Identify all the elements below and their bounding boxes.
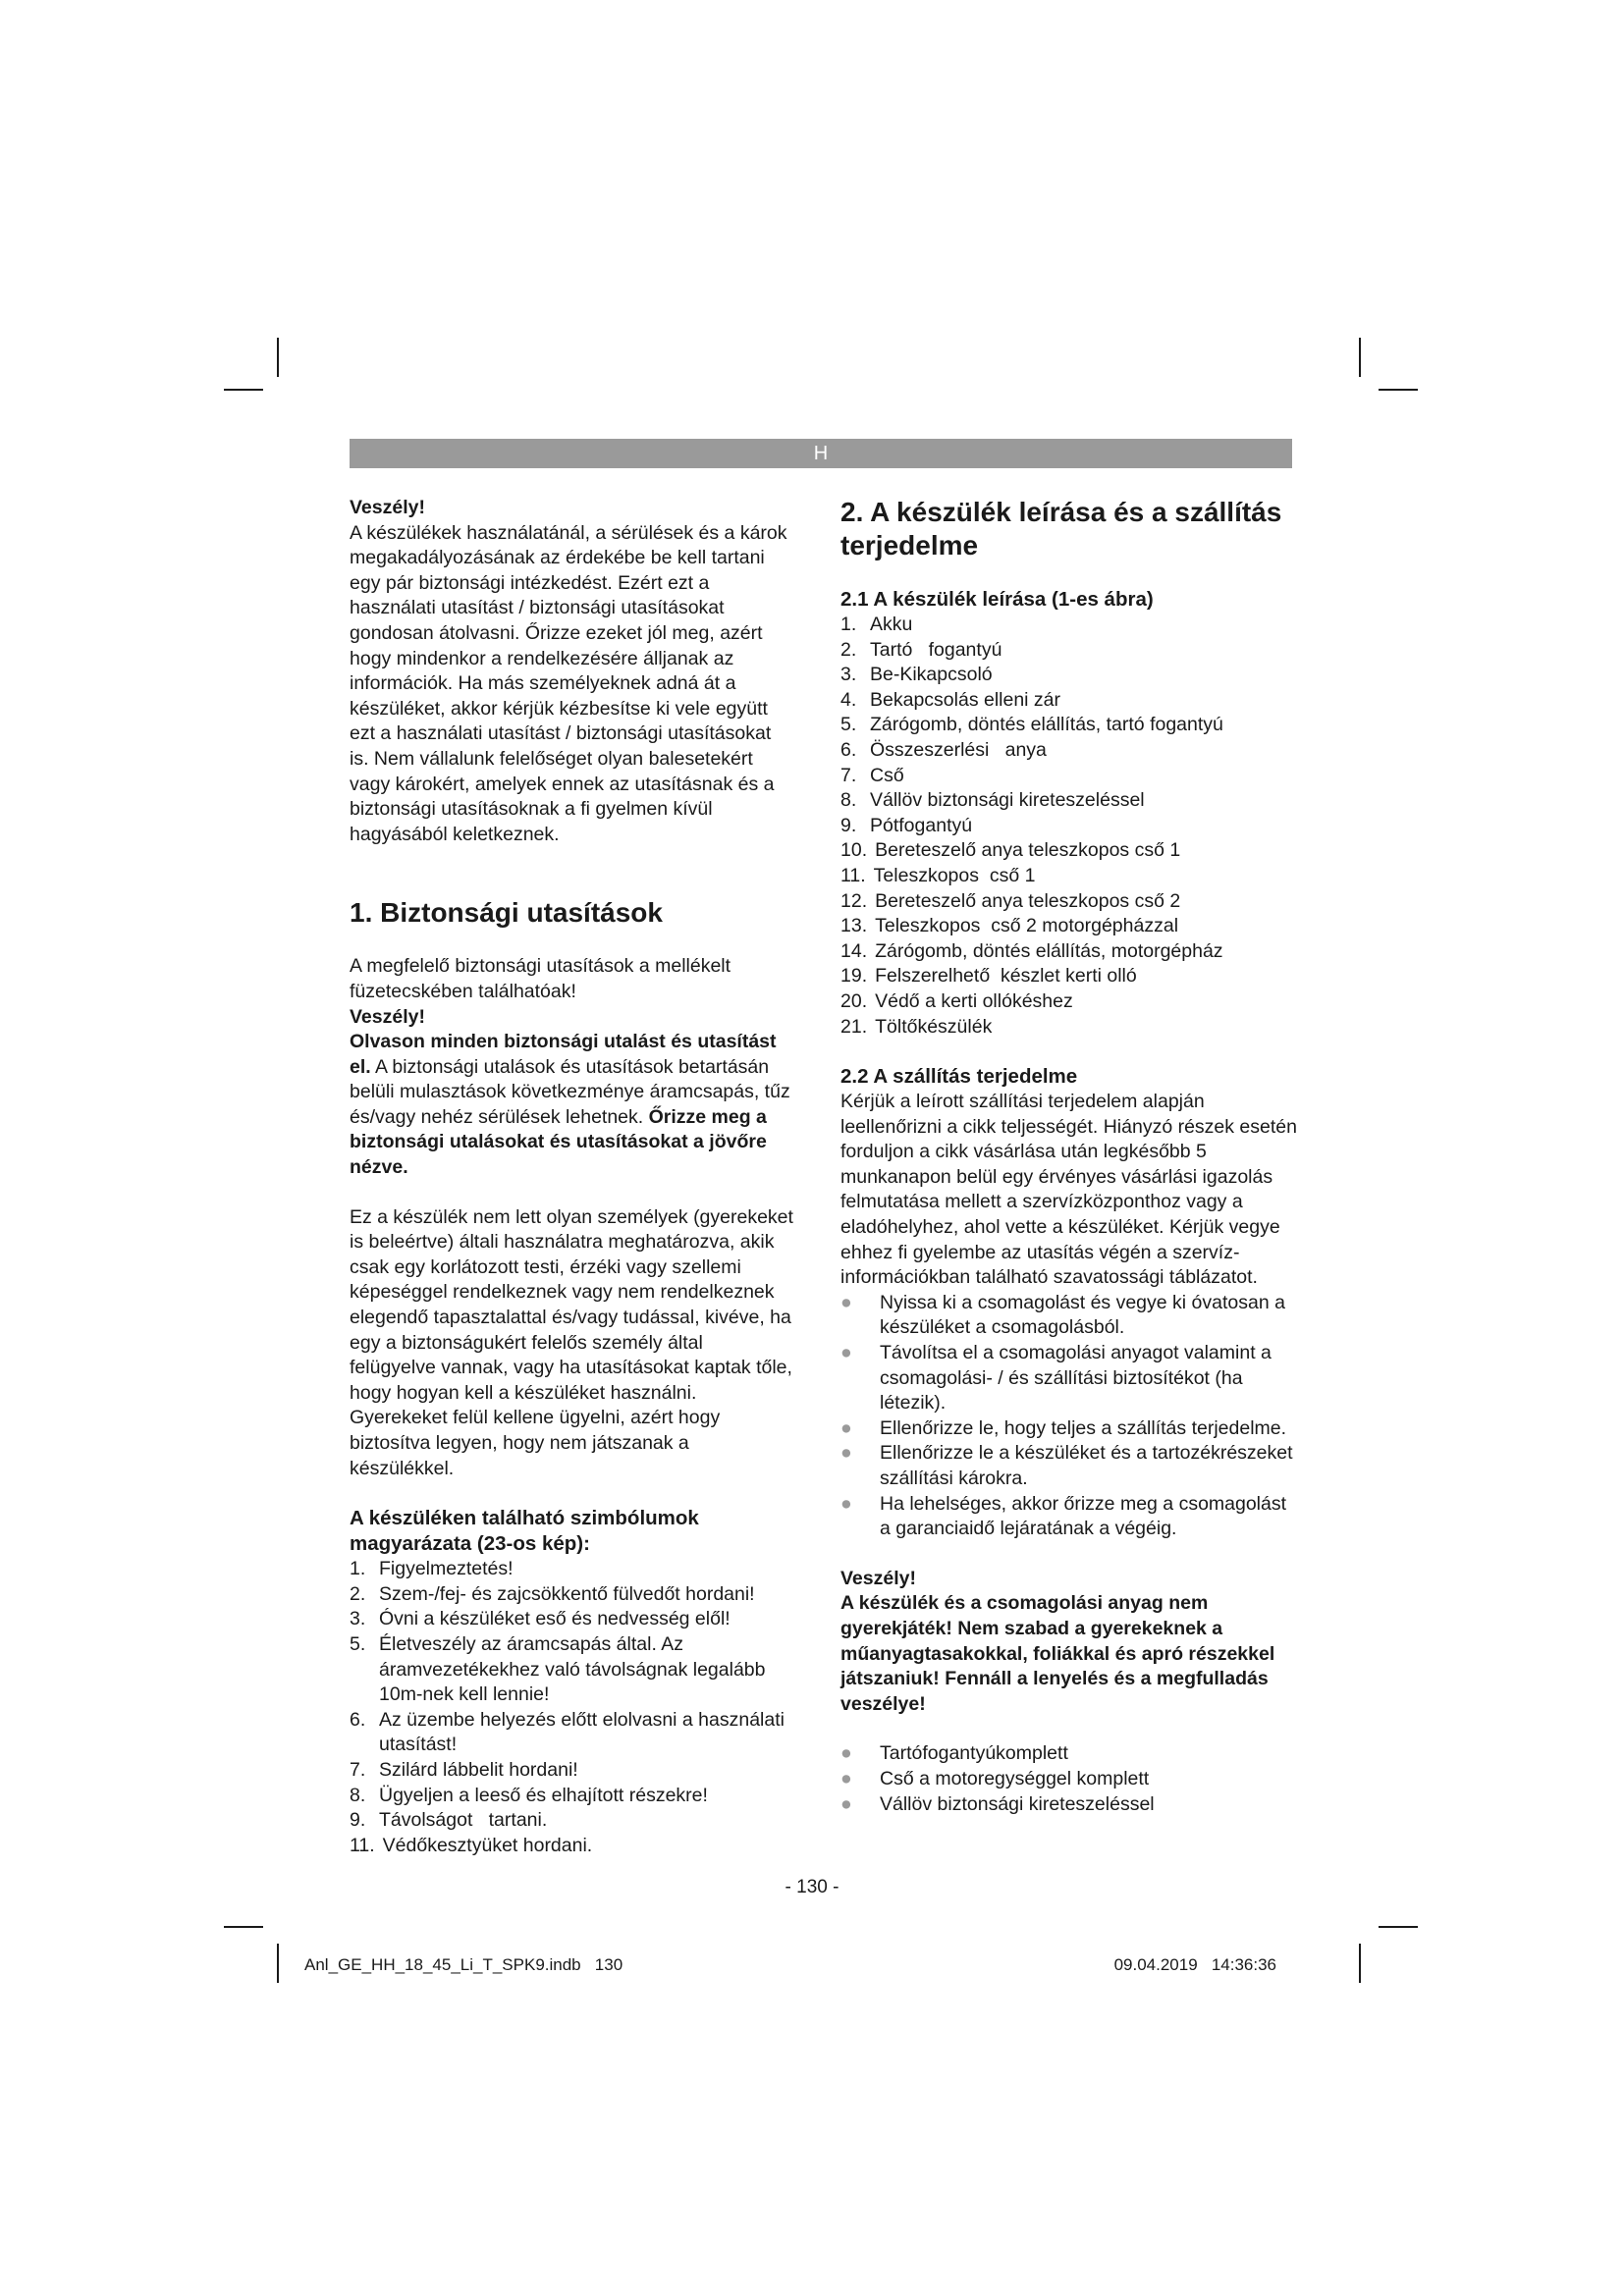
item-text: Védő a kerti ollókéshez xyxy=(875,989,1073,1012)
bullet-icon: ● xyxy=(840,1416,852,1439)
item-text: Vállöv biztonsági kireteszeléssel xyxy=(880,1792,1155,1815)
item-text: Védőkesztyüket hordani. xyxy=(382,1834,593,1856)
item-text: Zárógomb, döntés elállítás, tartó fogantyú xyxy=(870,714,1223,736)
list-item xyxy=(840,814,1300,839)
bullet-icon: ● xyxy=(840,1342,852,1364)
list-item xyxy=(840,864,1300,889)
keep-instructions-bold: Őrizze meg a biztonsági utalásokat és utasításokat a jövőre nézve. xyxy=(350,1105,767,1179)
item-number: 21. xyxy=(840,1015,868,1038)
footer-file-name: Anl_GE_HH_18_45_Li_T_SPK9.indb 130 xyxy=(304,1955,623,1974)
item-text: Teleszkopos cső 1 xyxy=(873,864,1036,886)
bullet-icon: ● xyxy=(840,1792,852,1815)
item-text: Tartófogantyúkomplett xyxy=(880,1742,1068,1765)
item-number: 10. xyxy=(840,839,868,862)
bullet-icon: ● xyxy=(840,1492,852,1515)
item-text: Az üzembe helyezés előtt elolvasni a használati utasítást! xyxy=(379,1708,785,1756)
left-column xyxy=(350,496,793,1858)
item-text: Távolságot tartani. xyxy=(379,1809,548,1832)
symbols-list xyxy=(350,1557,793,1858)
item-number: 14. xyxy=(840,939,868,962)
danger-packaging-text: A készülék és a csomagolási anyag nem gyerekjáték! Nem szabad a gyerekeknek a műanyagtasakokkal, foliákkal és apró részekkel játszaniuk! Fennáll a lenyelés és a megfulladás veszélye! xyxy=(840,1592,1275,1715)
list-item xyxy=(840,838,1300,864)
list-item xyxy=(350,1607,793,1632)
crop-mark xyxy=(1359,338,1361,377)
subsection-2-2-title: 2.2 A szállítás terjedelme xyxy=(840,1065,1078,1089)
item-text: Ellenőrizze le a készüléket és a tartozékrészeket szállítási károkra. xyxy=(880,1442,1293,1489)
list-item xyxy=(840,1767,1300,1792)
right-column xyxy=(840,496,1300,1817)
item-number: 19. xyxy=(840,965,868,988)
list-item xyxy=(840,939,1300,965)
item-text: Zárógomb, döntés elállítás, motorgépház xyxy=(875,939,1223,962)
parts-list xyxy=(840,613,1300,1040)
item-number: 13. xyxy=(840,915,868,937)
item-number: 6. xyxy=(840,738,857,761)
list-item xyxy=(840,1341,1300,1416)
list-item xyxy=(840,613,1300,638)
item-number: 4. xyxy=(840,688,857,711)
language-header-bar: H xyxy=(350,439,1292,468)
list-item xyxy=(350,1758,793,1784)
section-2-title: 2. A készülék leírása és a szállítás terjedelme xyxy=(840,497,1282,561)
list-item xyxy=(350,1784,793,1809)
item-text: Ellenőrizze le, hogy teljes a szállítás terjedelme. xyxy=(880,1416,1287,1439)
list-item xyxy=(840,989,1300,1015)
crop-mark xyxy=(224,389,263,391)
item-number: 3. xyxy=(840,664,857,686)
item-text: Bereteszelő anya teleszkopos cső 1 xyxy=(875,839,1181,862)
danger-title: Veszély! xyxy=(350,497,425,518)
section-1-title: 1. Biztonsági utasítások xyxy=(350,897,663,929)
list-item xyxy=(350,1834,793,1859)
item-text: Távolítsa el a csomagolási anyagot valamint a csomagolási- / és szállítási biztosítékot (ha létezik). xyxy=(880,1342,1272,1415)
bullet-icon: ● xyxy=(840,1767,852,1789)
item-number: 11. xyxy=(840,864,866,886)
page-number: - 130 - xyxy=(785,1877,839,1897)
danger-title-2: Veszély! xyxy=(350,1005,425,1028)
item-number: 2. xyxy=(840,638,857,661)
footer-timestamp: 09.04.2019 14:36:36 xyxy=(1113,1955,1276,1974)
safety-note: A megfelelő biztonsági utasítások a mellékelt füzetecskében találhatóak! xyxy=(350,955,731,1002)
list-item xyxy=(350,1808,793,1834)
list-item xyxy=(840,964,1300,989)
list-item xyxy=(840,889,1300,915)
list-item xyxy=(350,1557,793,1582)
item-text: Be-Kikapcsoló xyxy=(870,664,993,686)
item-text: Figyelmeztetés! xyxy=(379,1558,514,1580)
item-number: 2. xyxy=(350,1582,366,1605)
delivery-paragraph: Kérjük a leírott szállítási terjedelem alapján leellenőrizni a cikk teljességét. Hiányzó részek esetén forduljon a cikk vásárlása után legkésőbb 5 munkanapon belül egy érvényes vásárlási igazolás felmutatása mellett a szervízközponthoz vagy a eladóhelyhez, ahol vette a készüléket. Kérjük vegye ehhez fi gyelembe az utasítás végén a szervíz-információkban található szavatossági táblázatot. xyxy=(840,1091,1297,1289)
item-text: Bereteszelő anya teleszkopos cső 2 xyxy=(875,889,1181,912)
list-item xyxy=(350,1632,793,1708)
crop-mark xyxy=(1359,1944,1361,1983)
list-item xyxy=(350,1708,793,1758)
children-warning-paragraph: Ez a készülék nem lett olyan személyek (gyerekeket is beleértve) általi használatra meghatározva, akik csak egy korlátozott testi, érzéki vagy szellemi képeséggel rendelkeznek vagy nem rendelkeznek elegendő tapasztalattal és/vagy tudással, kivéve, ha egy a biztonságukért felelős személy által felügyelve vannak, vagy ha utasításokat kaptak tőle, hogy hogyan kell a készüléket használni. Gyerekeket felül kellene ügyelni, azért hogy biztosítva legyen, hogy nem játszanak a készülékkel. xyxy=(350,1205,793,1479)
item-text: Ügyeljen a leeső és elhajított részekre! xyxy=(379,1784,708,1806)
item-number: 8. xyxy=(350,1784,366,1806)
item-number: 1. xyxy=(840,614,857,635)
crop-mark xyxy=(224,1926,263,1928)
subsection-2-1-title: 2.1 A készülék leírása (1-es ábra) xyxy=(840,588,1154,611)
list-item xyxy=(840,914,1300,939)
crop-mark xyxy=(277,1944,279,1983)
crop-mark xyxy=(1379,1926,1418,1928)
list-item xyxy=(840,738,1300,764)
item-text: Bekapcsolás elleni zár xyxy=(870,688,1061,711)
item-text: Teleszkopos cső 2 motorgépházzal xyxy=(875,915,1179,937)
item-text: Tartó fogantyú xyxy=(870,638,1002,661)
item-number: 12. xyxy=(840,889,868,912)
list-item xyxy=(840,1492,1300,1542)
read-instructions-bold: Olvason minden biztonsági utalást és utasítást el. xyxy=(350,1031,777,1078)
list-item xyxy=(840,788,1300,814)
item-text: Óvni a készüléket eső és nedvesség elől! xyxy=(379,1608,731,1630)
list-item xyxy=(840,764,1300,789)
list-item xyxy=(840,1015,1300,1041)
read-instructions-text: A biztonsági utalások és utasítások betartásán belüli mulasztások következménye áramcsapás, tűz és/vagy nehéz sérülések lehetnek. xyxy=(350,1055,790,1128)
item-text: Életveszély az áramcsapás által. Az áramvezetékekhez való távolságnak legalább 10m-nek kell lennie! xyxy=(379,1632,766,1706)
list-item xyxy=(840,663,1300,688)
item-number: 11. xyxy=(350,1834,375,1856)
list-item xyxy=(840,638,1300,664)
item-text: Vállöv biztonsági kireteszeléssel xyxy=(870,789,1145,812)
item-text: Összeszerlési anya xyxy=(870,738,1047,761)
item-number: 7. xyxy=(840,764,857,786)
item-text: Nyissa ki a csomagolást és vegye ki óvatosan a készüléket a csomagolásból. xyxy=(880,1291,1285,1339)
list-item xyxy=(840,1741,1300,1767)
symbols-title: A készüléken található szimbólumok magyarázata (23-os kép): xyxy=(350,1507,699,1556)
item-number: 20. xyxy=(840,989,868,1012)
list-item xyxy=(840,688,1300,714)
read-instructions-paragraph xyxy=(350,1030,793,1181)
list-item xyxy=(840,1291,1300,1341)
bullet-icon: ● xyxy=(840,1442,852,1465)
item-number: 7. xyxy=(350,1758,366,1781)
item-number: 3. xyxy=(350,1608,366,1630)
item-number: 8. xyxy=(840,789,857,812)
list-item xyxy=(350,1582,793,1608)
item-text: Akku xyxy=(870,614,913,635)
item-text: Szem-/fej- és zajcsökkentő fülvedőt hordani! xyxy=(379,1582,755,1605)
bullet-icon: ● xyxy=(840,1291,852,1313)
item-text: Cső a motoregységgel komplett xyxy=(880,1767,1150,1789)
list-item xyxy=(840,713,1300,738)
list-item xyxy=(840,1441,1300,1491)
item-number: 6. xyxy=(350,1708,366,1731)
list-item xyxy=(840,1416,1300,1442)
delivery-steps-list xyxy=(840,1291,1300,1542)
item-text: Töltőkészülék xyxy=(875,1015,993,1038)
item-number: 9. xyxy=(350,1809,366,1832)
item-number: 9. xyxy=(840,814,857,836)
item-text: Cső xyxy=(870,764,904,786)
item-text: Szilárd lábbelit hordani! xyxy=(379,1758,578,1781)
bullet-icon: ● xyxy=(840,1742,852,1765)
item-number: 5. xyxy=(840,714,857,736)
item-number: 5. xyxy=(350,1632,366,1655)
intro-paragraph: A készülékek használatánál, a sérülések és a károk megakadályozásának az érdekébe be kell tartani egy pár biztonsági intézkedést. Ezért ezt a használati utasítást / biztonsági utasításokat gondosan átolvasni. Őrizze ezeket jól meg, azért hogy mindenkor a rendelkezésére álljanak az információk. Ha más személyeknek adná át a készüléket, akkor kérjük kézbesítse ki vele együtt ezt a használati utasítást / biztonsági utasításokat is. Nem vállalunk felelőséget olyan balesetekért vagy károkért, amelyek ennek az utasításnak és a biztonsági utasításoknak a fi gyelmen kívül hagyásából keletkeznek. xyxy=(350,521,787,845)
item-text: Pótfogantyú xyxy=(870,814,973,836)
item-text: Felszerelhető készlet kerti olló xyxy=(875,965,1137,988)
item-text: Ha lehelséges, akkor őrizze meg a csomagolást a garanciaidő lejáratának a végéig. xyxy=(880,1492,1287,1540)
contents-list xyxy=(840,1741,1300,1817)
crop-mark xyxy=(277,338,279,377)
item-number: 1. xyxy=(350,1558,366,1580)
crop-mark xyxy=(1379,389,1418,391)
list-item xyxy=(840,1792,1300,1818)
danger-title-3: Veszély! xyxy=(840,1567,916,1589)
